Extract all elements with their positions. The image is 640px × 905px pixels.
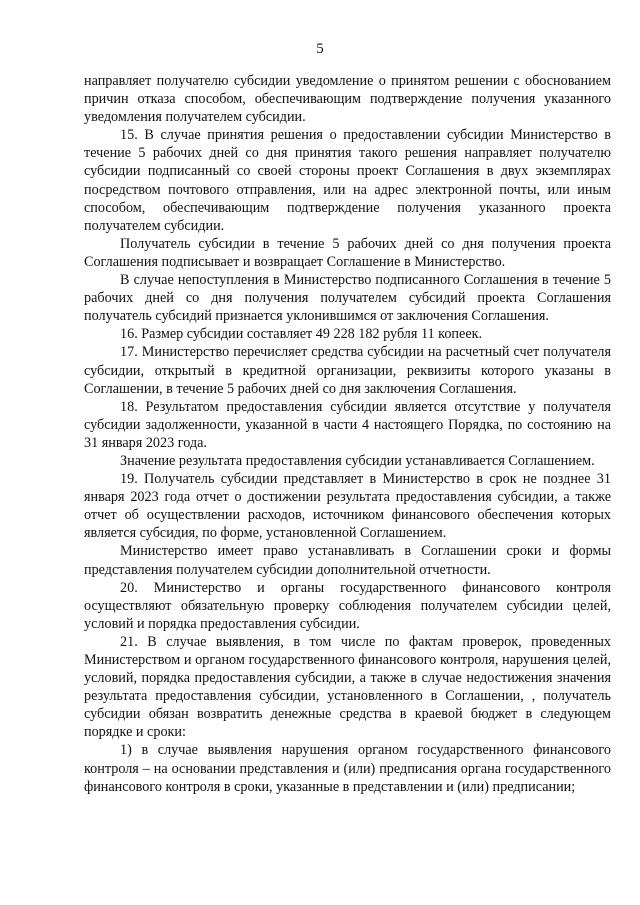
paragraph-extra-reporting: Министерство имеет право устанавливать в Соглашении сроки и формы представления получателем субсидии дополнительной отчетности. [84,543,611,578]
paragraph-18: 18. Результатом предоставления субсидии является отсутствие у получателя субсидии задолженности, указанной в части 4 настоящего Порядка, по состоянию на 31 января 2023 года. [84,398,611,451]
paragraph-non-receipt: В случае непоступления в Министерство подписанного Соглашения в течение 5 рабочих дней со дня получения получателем субсидий проекта Соглашения получатель субсидий признается уклонившимся от заключения Соглашения. [84,272,611,325]
paragraph-result-value: Значение результата предоставления субсидии устанавливается Соглашением. [120,452,595,469]
paragraph-21: 21. В случае выявления, в том числе по фактам проверок, проведенных Министерством и органом государственного финансового контроля, нарушения целей, условий, порядка предоставления субсидии, а также в случае недостижения значения результата предоставления субсидии, установленного в Соглашении, , получатель субсидии обязан возвратить денежные средства в краевой бюджет в следующем порядке и сроки: [84,633,611,741]
paragraph-16: 16. Размер субсидии составляет 49 228 182 рубля 11 копеек. [120,326,483,343]
paragraph-signing: Получатель субсидии в течение 5 рабочих дней со дня получения проекта Соглашения подписывает и возвращает Соглашение в Министерство. [84,235,611,270]
paragraph-17: 17. Министерство перечисляет средства субсидии на расчетный счет получателя субсидии, открытый в кредитной организации, реквизиты которого указаны в Соглашении, в течение 5 рабочих дней со дня заключения Соглашения. [84,344,611,397]
paragraph-15: 15. В случае принятия решения о предоставлении субсидии Министерство в течение 5 рабочих дней со дня принятия такого решения направляет получателю субсидии подписанный со своей стороны проект Соглашения в двух экземплярах посредством почтового отправления, или на адрес электронной почты, или иным способом, обеспечивающим подтверждение получения указанного проекта получателем субсидии. [84,127,611,234]
paragraph-19: 19. Получатель субсидии представляет в Министерство в срок не позднее 31 января 2023 года отчет о достижении результата предоставления субсидии, а также отчет об осуществлении расходов, источником финансового обеспечения которых является субсидия, по форме, установленной Соглашением. [84,471,611,542]
paragraph-continuation: направляет получателю субсидии уведомление о принятом решении с обоснованием причин отказа способом, обеспечивающим подтверждение получения указанного уведомления получателем субсидии. [84,73,611,126]
paragraph-20: 20. Министерство и органы государственного финансового контроля осуществляют обязательную проверку соблюдения получателем субсидии целей, условий и порядка предоставления субсидии. [84,579,611,632]
paragraph-21-item-1: 1) в случае выявления нарушения органом государственного финансового контроля – на основании представления и (или) предписания органа государственного финансового контроля в сроки, указанные в представлении и (или) предписании; [84,742,611,795]
page-number: 5 [316,41,324,57]
document-body [84,72,611,796]
